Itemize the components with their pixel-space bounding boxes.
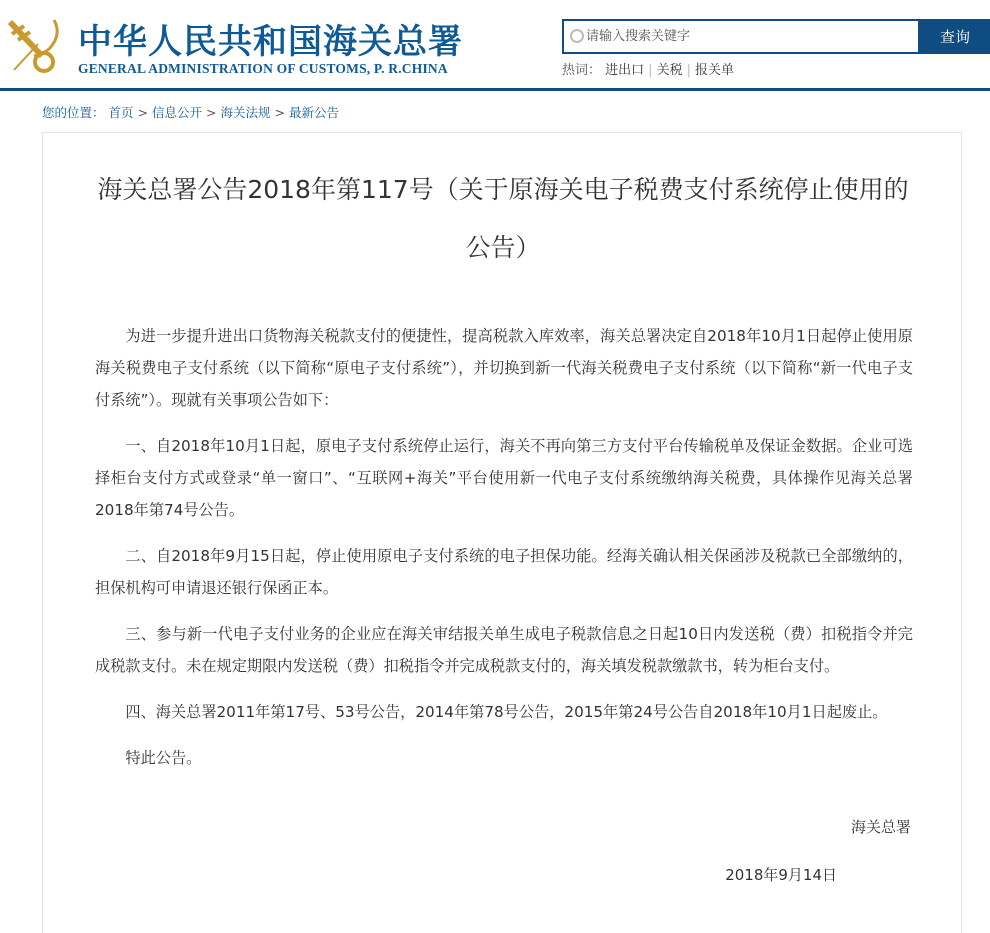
breadcrumb-latest[interactable]: 最新公告 bbox=[289, 105, 340, 120]
breadcrumb-info[interactable]: 信息公开 bbox=[152, 105, 203, 120]
site-header bbox=[0, 0, 990, 91]
article-paragraph: 一、自2018年10月1日起，原电子支付系统停止运行，海关不再向第三方支付平台传输税单及保证金数据。企业可选择柜台支付方式或登录“单一窗口”、“互联网+海关”平台使用新一代电子支付系统缴纳海关税费，具体操作见海关总署2018年第74号公告。 bbox=[95, 437, 913, 519]
article-paragraph: 特此公告。 bbox=[125, 749, 202, 767]
breadcrumb-home[interactable]: 首页 bbox=[108, 105, 134, 120]
breadcrumb bbox=[42, 103, 339, 121]
hot-words-label: 热词： bbox=[562, 63, 602, 78]
divider: | bbox=[648, 63, 653, 78]
article-paragraph: 为进一步提升进出口货物海关税款支付的便捷性，提高税款入库效率，海关总署决定自2018年10月1日起停止使用原海关税费电子支付系统（以下简称“原电子支付系统”），并切换到新一代海关税费电子支付系统（以下简称“新一代电子支付系统”）。现就有关事项公告如下： bbox=[95, 327, 913, 409]
breadcrumb-label: 您的位置： bbox=[42, 105, 105, 120]
site-title-cn: 中华人民共和国海关总署 bbox=[78, 22, 463, 62]
search-input[interactable] bbox=[586, 21, 906, 52]
article-paragraph: 四、海关总署2011年第17号、53号公告，2014年第78号公告，2015年第24号公告自2018年10月1日起废止。 bbox=[125, 703, 888, 721]
divider: | bbox=[686, 63, 691, 78]
customs-emblem-icon bbox=[4, 14, 68, 78]
search-box bbox=[562, 19, 920, 54]
search-bar bbox=[562, 19, 990, 54]
search-icon bbox=[570, 29, 584, 43]
article-paragraph: 二、自2018年9月15日起，停止使用原电子支付系统的电子担保功能。经海关确认相关保函涉及税款已全部缴纳的，担保机构可申请退还银行保函正本。 bbox=[95, 547, 913, 597]
search-button[interactable]: 查询 bbox=[920, 19, 990, 54]
hot-word-link[interactable]: 报关单 bbox=[694, 63, 734, 78]
article-paragraph: 三、参与新一代电子支付业务的企业应在海关审结报关单生成电子税款信息之日起10日内发送税（费）扣税指令并完成税款支付。未在规定期限内发送税（费）扣税指令并完成税款支付的，海关填发税款缴款书，转为柜台支付。 bbox=[95, 625, 913, 675]
article-date: 2018年9月14日 bbox=[725, 866, 837, 884]
site-title-en: GENERAL ADMINISTRATION OF CUSTOMS, P. R.CHINA bbox=[78, 61, 448, 76]
hot-word-link[interactable]: 关税 bbox=[656, 63, 683, 78]
breadcrumb-regulations[interactable]: 海关法规 bbox=[220, 105, 271, 120]
breadcrumb-separator: > bbox=[137, 105, 148, 120]
article-body bbox=[95, 320, 913, 788]
article-container bbox=[42, 132, 962, 933]
article-title: 海关总署公告2018年第117号（关于原海关电子税费支付系统停止使用的公告） bbox=[97, 175, 909, 262]
breadcrumb-separator: > bbox=[206, 105, 217, 120]
hot-words bbox=[562, 59, 734, 78]
hot-word-link[interactable]: 进出口 bbox=[605, 63, 645, 78]
breadcrumb-separator: > bbox=[274, 105, 285, 120]
article-signature: 海关总署 bbox=[850, 818, 911, 836]
